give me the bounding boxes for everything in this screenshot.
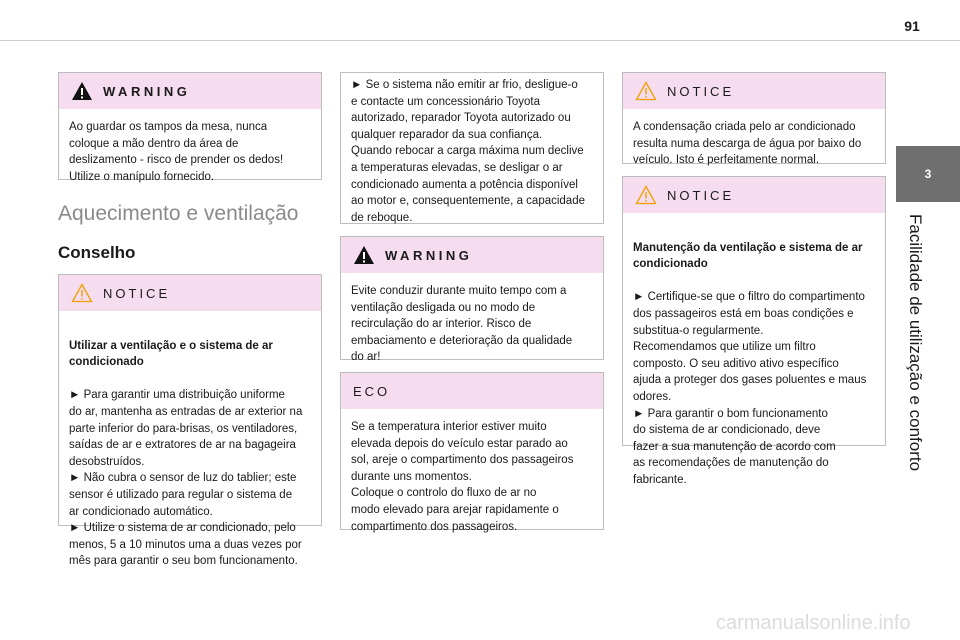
notice-box-text: ► Para garantir uma distribuição uniforme do ar, mantenha as entradas de ar exterior na parte inferior do para-brisas, os ventiladores, saídas de ar e extratores de ar na bagageira desobstruídos. ► Não cubra o sensor de luz do tablier; este sensor é utilizado para regular o sistema de ar condicionado automático. ► Utilize o sistema de ar condicionado, pelo menos, 5 a 10 minutos uma a duas vezes por mês para garantir o seu bom funcionamento.: [69, 389, 303, 568]
notice-box-title: NOTICE: [667, 187, 735, 203]
notice-box-lead: Utilizar a ventilação e o sistema de ar condicionado: [69, 339, 273, 369]
section-title: Aquecimento e ventilação: [58, 202, 299, 225]
page-number: 91: [904, 18, 920, 34]
notice-box-text: ► Certifique-se que o filtro do compartimento dos passageiros está em boas condições e substitua-o regularmente. Recomendamos que utilize um filtro composto. O seu aditivo ativo específico ajuda a proteger dos gases poluentes e maus odores. ► Para garantir o bom funcionamento do sistema de ar condicionado, deve fazer a sua manutenção de acordo com as recomendações de manutenção do fabricante.: [633, 291, 867, 486]
notice-icon: [635, 81, 657, 101]
eco-box-text: Se a temperatura interior estiver muito elevada depois do veículo estar parado ao sol, areje o compartimento dos passageiros durante uns momentos. Coloque o controlo do fluxo de ar no modo elevado para arejar rapidamente o compartimento dos passageiros.: [351, 421, 574, 533]
notice-box-title: NOTICE: [667, 83, 735, 99]
warning-box-text: Ao guardar os tampos da mesa, nunca coloque a mão dentro da área de deslizamento - risco de prender os dedos! Utilize o manípulo fornecido.: [69, 121, 284, 183]
warning-box-title: WARNING: [385, 247, 473, 263]
notice-box-maintenance: [622, 176, 886, 486]
notice-box-header: [623, 73, 885, 109]
notice-box-ventilation: [58, 274, 322, 568]
warning-icon: [353, 245, 375, 265]
warning-box-header: [59, 73, 321, 109]
warning-box-table: [58, 72, 322, 183]
chapter-tab[interactable]: 3: [896, 146, 960, 202]
header-divider: [0, 40, 960, 41]
notice-box-condensation: [622, 72, 886, 167]
eco-box: [340, 372, 604, 533]
warning-box-title: WARNING: [103, 83, 191, 99]
eco-box-header: [341, 373, 603, 409]
footer-watermark: carmanualsonline.info: [716, 612, 911, 634]
continued-text: ► Se o sistema não emitir ar frio, desligue-o e contacte um concessionário Toyota autorizado, reparador Toyota autorizado ou qualquer reparador da sua confiança. Quando rebocar a carga máxima num declive a temperaturas elevadas, se desligar o ar condicionado aumenta a potência disponível ao motor e, consequentemente, a capacidade de reboque.: [351, 79, 585, 224]
warning-box-header: [341, 237, 603, 273]
notice-box-content: [59, 311, 321, 595]
continued-text-box: [340, 72, 604, 224]
notice-box-content: [623, 213, 885, 513]
warning-icon: [71, 81, 93, 101]
notice-box-header: [623, 177, 885, 213]
warning-box-text: Evite conduzir durante muito tempo com a ventilação desligada ou no modo de recirculação do ar interior. Risco de embaciamento e deterioração da qualidade do ar!: [351, 285, 573, 364]
notice-box-header: [59, 275, 321, 311]
chapter-title: Facilidade de utilização e conforto: [906, 214, 925, 472]
notice-box-text: A condensação criada pelo ar condicionado resulta numa descarga de água por baixo do veículo. Isto é perfeitamente normal.: [633, 121, 862, 167]
notice-box-lead: Manutenção da ventilação e sistema de ar condicionado: [633, 241, 863, 271]
warning-box-ventilation: [340, 236, 604, 364]
subsection-title: Conselho: [58, 243, 136, 262]
notice-icon: [71, 283, 93, 303]
notice-box-title: NOTICE: [103, 285, 171, 301]
eco-box-title: ECO: [353, 383, 391, 399]
notice-icon: [635, 185, 657, 205]
